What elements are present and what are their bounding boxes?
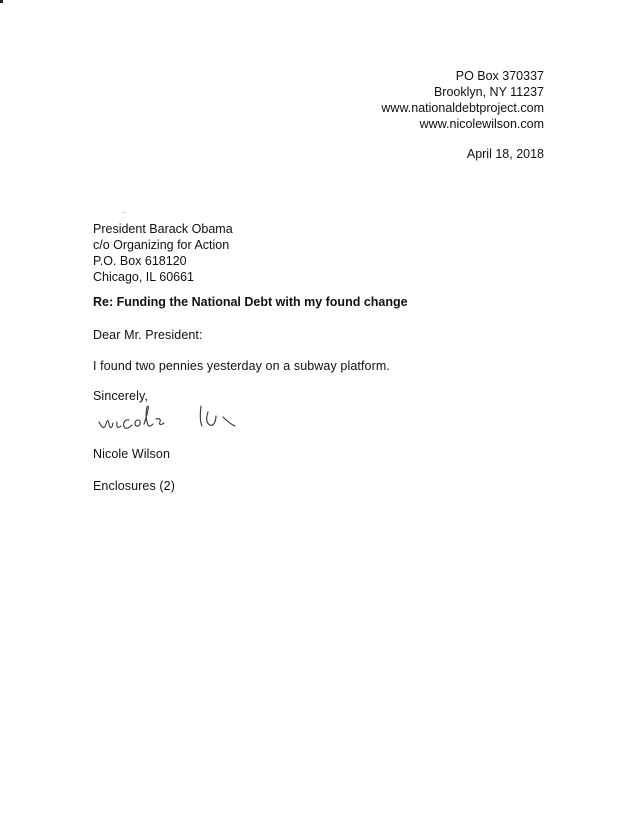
recipient-city: Chicago, IL 60661 bbox=[93, 270, 195, 284]
letter-body: I found two pennies yesterday on a subway platform. bbox=[93, 359, 390, 373]
recipient-po-box: P.O. Box 618120 bbox=[93, 254, 187, 268]
signer-name: Nicole Wilson bbox=[93, 447, 171, 461]
sender-website-2: www.nicolewilson.com bbox=[419, 117, 544, 131]
sender-city: Brooklyn, NY 11237 bbox=[433, 85, 544, 99]
handwritten-signature bbox=[96, 392, 244, 438]
recipient-name: President Barack Obama bbox=[93, 222, 233, 236]
subject-line: Re: Funding the National Debt with my found change bbox=[93, 295, 408, 309]
enclosures-note: Enclosures (2) bbox=[93, 479, 175, 493]
recipient-address bbox=[93, 221, 233, 285]
scan-corner-mark bbox=[0, 0, 3, 3]
recipient-organization: c/o Organizing for Action bbox=[93, 238, 230, 252]
letter-date: April 18, 2018 bbox=[466, 147, 544, 161]
sender-address bbox=[381, 68, 544, 132]
sender-website-1: www.nationaldebtproject.com bbox=[381, 101, 544, 115]
sender-po-box: PO Box 370337 bbox=[455, 69, 544, 83]
scan-speck bbox=[124, 212, 125, 213]
salutation: Dear Mr. President: bbox=[93, 328, 203, 342]
closing: Sincerely, bbox=[93, 389, 148, 403]
